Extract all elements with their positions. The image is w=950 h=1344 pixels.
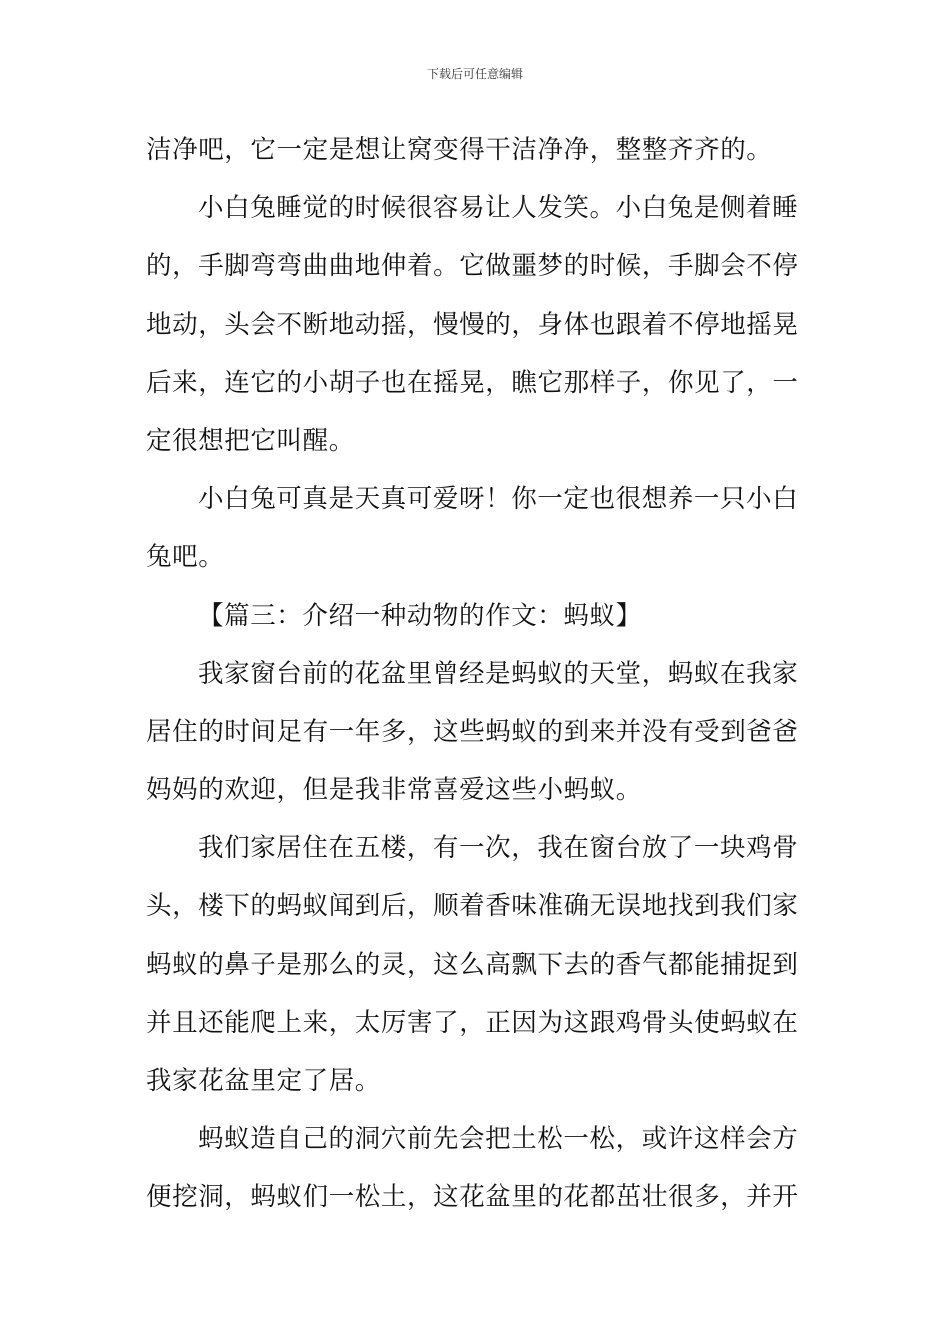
- section-heading: [146, 587, 806, 645]
- paragraph-continuation: [146, 121, 806, 179]
- paragraph-ant-bone: [146, 819, 806, 1110]
- text-line: 便挖洞，蚂蚁们一松土，这花盆里的花都茁壮很多，并开: [146, 1182, 799, 1213]
- paragraph-ant-home: [146, 645, 806, 820]
- paragraph-rabbit-cute: [146, 470, 806, 586]
- text-line: 蚂蚁造自己的洞穴前先会把土松一松，或许这样会方: [198, 1124, 799, 1155]
- text-line: 我家花盆里定了居。: [146, 1066, 381, 1096]
- text-line: 地动，头会不断地动摇，慢慢的，身体也跟着不停地摇晃: [146, 309, 799, 340]
- text-line: 蚂蚁的鼻子是那么的灵，这么高飘下去的香气都能捕捉到: [146, 949, 799, 980]
- text-line: 小白兔可真是天真可爱呀！你一定也很想养一只小白: [198, 484, 799, 515]
- text-line: 兔吧。: [146, 542, 225, 573]
- paragraph-ant-burrow: [146, 1110, 806, 1226]
- text-line: 头，楼下的蚂蚁闻到后，顺着香味准确无误地找到我们家: [146, 891, 799, 922]
- text-line: 我家窗台前的花盆里曾经是蚂蚁的天堂，蚂蚁在我家: [198, 658, 799, 689]
- text-line: 我们家居住在五楼，有一次，我在窗台放了一块鸡骨: [198, 833, 799, 864]
- paragraph-rabbit-sleep: [146, 179, 806, 470]
- heading-text: 【篇三：介绍一种动物的作文：蚂蚁】: [198, 600, 642, 631]
- document-body: [146, 121, 806, 1227]
- text-line: 的，手脚弯弯曲曲地伸着。它做噩梦的时候，手脚会不停: [146, 251, 799, 282]
- text-line: 妈妈的欢迎，但是我非常喜爱这些小蚂蚁。: [146, 775, 642, 806]
- text-line: 后来，连它的小胡子也在摇晃，瞧它那样子，你见了，一: [146, 367, 799, 398]
- text-line: 居住的时间足有一年多，这些蚂蚁的到来并没有受到爸爸: [146, 716, 799, 747]
- text-line: 小白兔睡觉的时候很容易让人发笑。小白兔是侧着睡: [198, 193, 799, 224]
- text-line: 洁净吧，它一定是想让窝变得干洁净净，整整齐齐的。: [146, 135, 773, 165]
- page-header: 下载后可任意编辑: [426, 67, 523, 81]
- text-line: 定很想把它叫醒。: [146, 425, 355, 456]
- text-line: 并且还能爬上来，太厉害了，正因为这跟鸡骨头使蚂蚁在: [146, 1007, 799, 1038]
